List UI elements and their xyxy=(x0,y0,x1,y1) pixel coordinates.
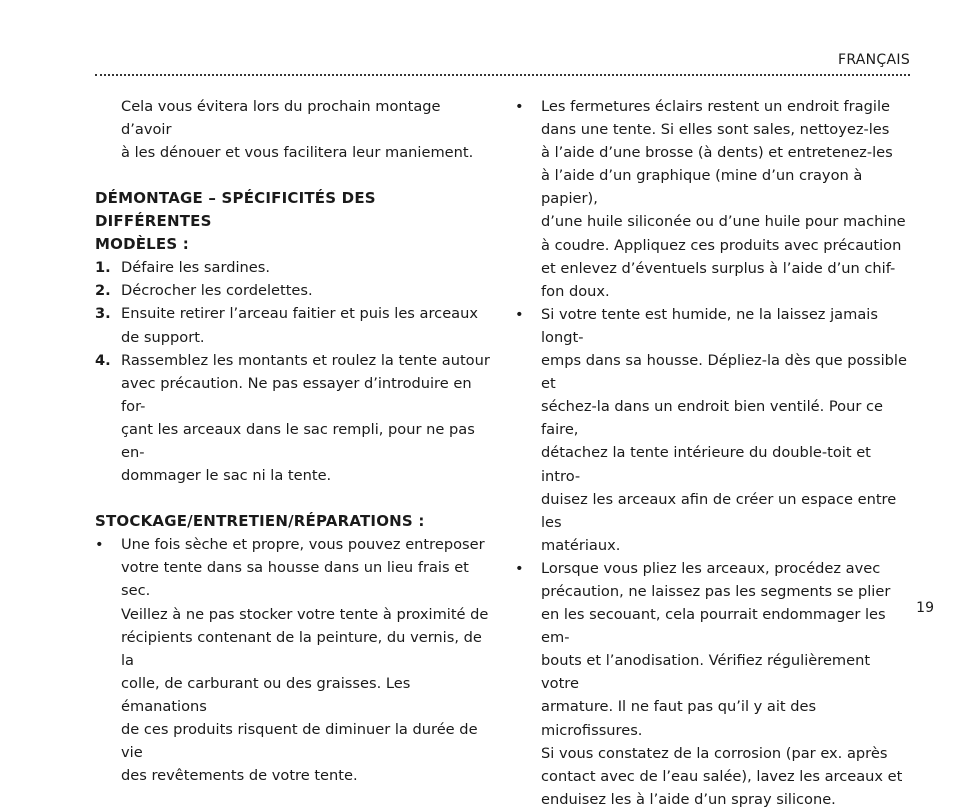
item-number: 1. xyxy=(95,259,111,277)
text-line: Veillez à ne pas stocker votre tente à proximité de xyxy=(121,605,489,623)
text-line: détachez la tente intérieure du double-toit et intro- xyxy=(541,444,871,485)
text-line: Les fermetures éclairs restent un endroit fragile xyxy=(541,98,890,115)
text-line: à l’aide d’une brosse (à dents) et entretenez-les xyxy=(541,144,893,162)
bullet-item xyxy=(515,303,911,557)
bullet-item xyxy=(95,533,495,787)
item-number: 4. xyxy=(95,351,111,369)
text-line: Une fois sèche et propre, vous pouvez entreposer xyxy=(121,536,485,554)
bullet-mark: • xyxy=(515,98,524,115)
text-line: çant les arceaux dans le sac rempli, pour ne pas en- xyxy=(121,420,475,462)
text-line: Si vous constatez de la corrosion (par ex. après xyxy=(541,744,888,762)
item-number: 3. xyxy=(95,305,111,323)
text-line: Si votre tente est humide, ne la laissez jamais longt- xyxy=(541,305,878,346)
left-column xyxy=(95,95,495,787)
text-line: à coudre. Appliquez ces produits avec précaution xyxy=(541,236,902,254)
text-line: dans une tente. Si elles sont sales, nettoyez-les xyxy=(541,121,890,139)
bullet-item xyxy=(515,557,911,811)
text-line: Rassemblez les montants et roulez la tente autour xyxy=(121,351,490,369)
numbered-item xyxy=(95,279,495,302)
language-label: FRANÇAIS xyxy=(837,52,910,68)
text-line: emps dans sa housse. Dépliez-la dès que possible et xyxy=(541,352,907,393)
text-line: armature. Il ne faut pas qu’il y ait des microfissures. xyxy=(541,698,817,739)
text-line: en les secouant, cela pourrait endommager les em- xyxy=(541,606,886,647)
heading-line: MODÈLES : xyxy=(95,235,190,254)
text-line: colle, de carburant ou des graisses. Les émanations xyxy=(121,674,411,715)
text-line: précaution, ne laissez pas les segments se plier xyxy=(541,582,891,600)
bullet-item xyxy=(515,95,911,303)
text-line: enduisez les à l’aide d’un spray silicone. xyxy=(541,790,836,808)
page-number: 19 xyxy=(916,600,934,616)
text-line: matériaux. xyxy=(541,536,621,554)
intro-paragraph xyxy=(95,95,495,164)
text-line: dommager le sac ni la tente. xyxy=(121,467,332,485)
text-line: et enlevez d’éventuels surplus à l’aide d’un chif- xyxy=(541,259,896,277)
text-line: d’une huile siliconée ou d’une huile pour machine xyxy=(541,213,906,231)
bullet-mark: • xyxy=(515,559,524,577)
bullet-mark: • xyxy=(515,305,524,323)
text-line: avec précaution. Ne pas essayer d’introduire en for- xyxy=(121,374,472,415)
section-heading-stockage xyxy=(95,510,495,533)
text-line: bouts et l’anodisation. Vérifiez régulièrement votre xyxy=(541,652,871,693)
text-line: contact avec de l’eau salée), lavez les arceaux et xyxy=(541,767,903,785)
text-line: Défaire les sardines. xyxy=(121,259,271,277)
text-line: Décrocher les cordelettes. xyxy=(121,282,313,300)
text-line: séchez-la dans un endroit bien ventilé. Pour ce faire, xyxy=(541,398,883,439)
text-line: fon doux. xyxy=(541,282,610,300)
right-column xyxy=(515,95,911,811)
numbered-item xyxy=(95,256,495,279)
text-line: Lorsque vous pliez les arceaux, procédez avec xyxy=(541,559,881,577)
text-line: Cela vous évitera lors du prochain montage d’avoir xyxy=(121,98,441,139)
text-line: Ensuite retirer l’arceau faitier et puis les arceaux xyxy=(121,305,479,323)
heading-line: DÉMONTAGE – SPÉCIFICITÉS DES DIFFÉRENTES xyxy=(95,189,376,231)
text-line: de ces produits risquent de diminuer la durée de vie xyxy=(121,720,478,762)
text-line: récipients contenant de la peinture, du vernis, de la xyxy=(121,628,482,669)
item-number: 2. xyxy=(95,282,111,300)
bullet-mark: • xyxy=(95,536,104,554)
numbered-item xyxy=(95,349,495,488)
dotted-divider xyxy=(95,74,910,76)
text-line: à les dénouer et vous facilitera leur maniement. xyxy=(121,144,474,162)
heading-line: STOCKAGE/ENTRETIEN/RÉPARATIONS : xyxy=(95,512,425,531)
text-line: votre tente dans sa housse dans un lieu frais et sec. xyxy=(121,559,469,600)
text-line: de support. xyxy=(121,328,205,346)
text-line: des revêtements de votre tente. xyxy=(121,767,358,785)
section-heading-demontage xyxy=(95,187,495,256)
numbered-item xyxy=(95,302,495,348)
text-line: duisez les arceaux afin de créer un espace entre les xyxy=(541,490,897,531)
text-line: à l’aide d’un graphique (mine d’un crayon à papier), xyxy=(541,167,863,208)
